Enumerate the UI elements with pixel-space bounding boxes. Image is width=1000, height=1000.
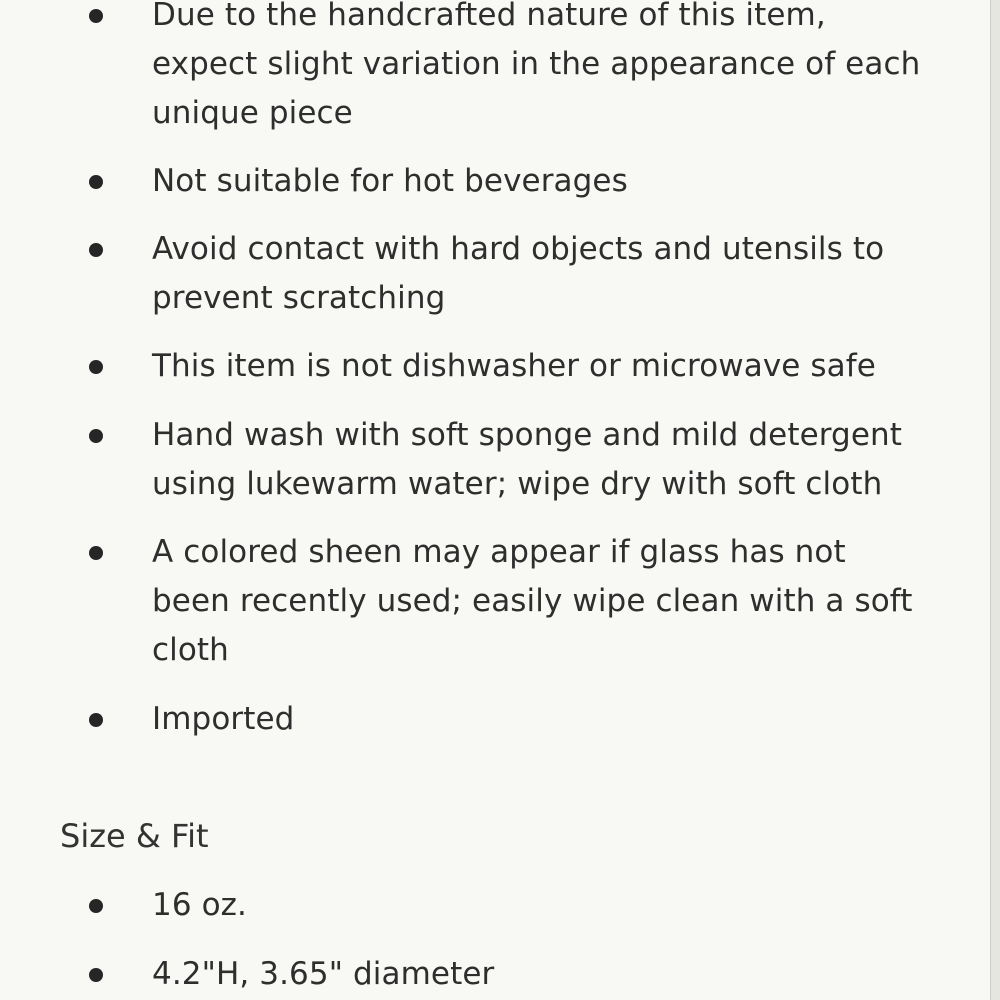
- list-item-text: A colored sheen may appear if glass has not: [152, 534, 846, 570]
- list-item-text: expect slight variation in the appearance of each: [152, 46, 921, 82]
- bullet-icon: [89, 9, 103, 23]
- list-item-text: cloth: [152, 632, 229, 668]
- list-item-text: Hand wash with soft sponge and mild detergent: [152, 417, 903, 453]
- list-item-text: been recently used; easily wipe clean with a soft: [152, 583, 913, 619]
- bullet-icon: [89, 968, 103, 982]
- list-item-text: 16 oz.: [152, 887, 247, 923]
- list-item-text: Imported: [152, 701, 295, 737]
- bullet-icon: [89, 429, 103, 443]
- scrollbar-track[interactable]: [990, 0, 1000, 1000]
- list-item-text: Due to the handcrafted nature of this item,: [152, 0, 826, 33]
- bullet-icon: [89, 713, 103, 727]
- bullet-icon: [89, 360, 103, 374]
- list-item-text: using lukewarm water; wipe dry with soft cloth: [152, 466, 883, 502]
- list-item-text: Not suitable for hot beverages: [152, 163, 628, 199]
- bullet-icon: [89, 546, 103, 560]
- bullet-icon: [89, 175, 103, 189]
- list-item-text: 4.2"H, 3.65" diameter: [152, 956, 495, 992]
- bullet-icon: [89, 899, 103, 913]
- bullet-icon: [89, 243, 103, 257]
- list-item-text: prevent scratching: [152, 280, 446, 316]
- list-item-text: Avoid contact with hard objects and utensils to: [152, 231, 885, 267]
- list-item-text: unique piece: [152, 95, 353, 131]
- list-item-text: This item is not dishwasher or microwave safe: [152, 348, 876, 384]
- size-fit-heading: Size & Fit: [60, 817, 209, 855]
